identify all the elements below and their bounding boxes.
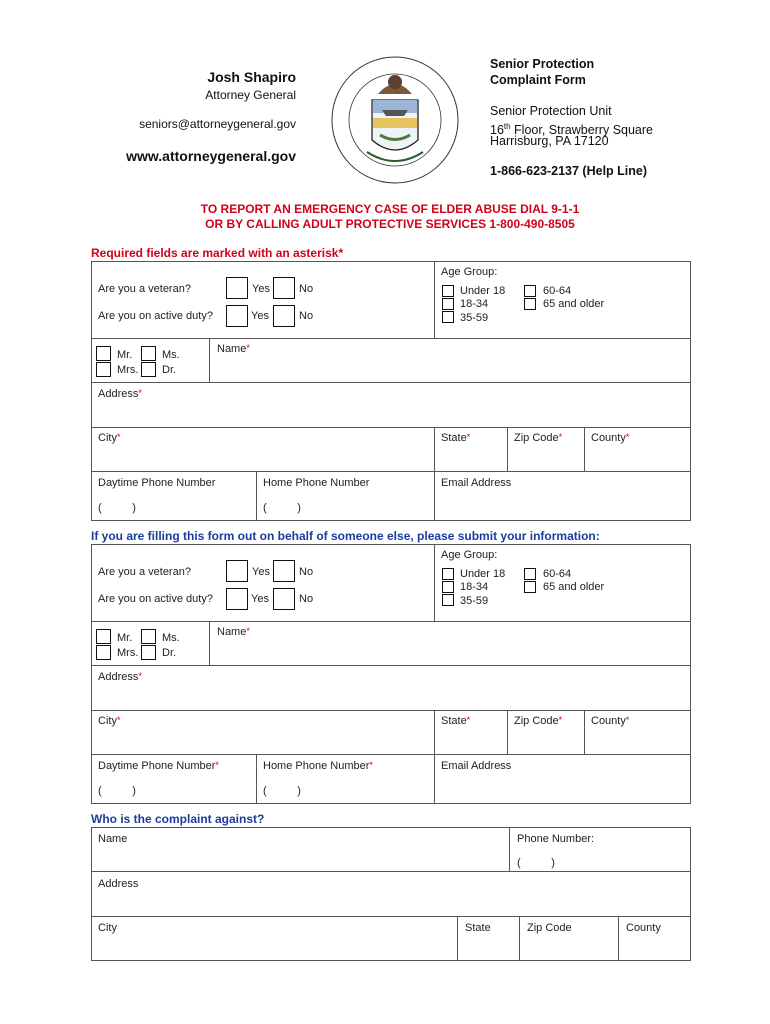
age-60-64-checkbox[interactable]: [524, 285, 536, 297]
s3-city-field[interactable]: City: [98, 922, 117, 934]
s2-title-mr-checkbox[interactable]: [96, 629, 111, 644]
s3-address-field[interactable]: Address: [98, 878, 139, 890]
section3-box: [91, 827, 691, 961]
s2-age-35-59-checkbox[interactable]: [442, 594, 454, 606]
title-dr-checkbox[interactable]: [141, 362, 156, 377]
emergency-line2: OR BY CALLING ADULT PROTECTIVE SERVICES 1-800-490-8505: [205, 217, 575, 231]
attorney-general-name: Josh Shapiro: [207, 69, 296, 85]
state-field[interactable]: State*: [441, 432, 471, 444]
s2-zip-field[interactable]: Zip Code*: [514, 715, 563, 727]
veteran-no-label: No: [299, 283, 314, 295]
s3-phone-label: Phone Number:: [517, 833, 595, 845]
age-65-label: 65 and older: [543, 298, 605, 310]
s2-active-duty-label: Are you on active duty?: [98, 593, 213, 605]
age-18-34-checkbox[interactable]: [442, 298, 454, 310]
s2-title-mrs-label: Mrs.: [117, 647, 139, 659]
title-ms-checkbox[interactable]: [141, 346, 156, 361]
active-duty-no-checkbox[interactable]: [273, 305, 295, 327]
title-mrs-label: Mrs.: [117, 364, 139, 376]
active-duty-yes-label: Yes: [251, 310, 269, 322]
attorney-general-title: Attorney General: [205, 88, 296, 102]
section3-title: Who is the complaint against?: [91, 812, 265, 826]
veteran-no-checkbox[interactable]: [273, 277, 295, 299]
s3-phone-input[interactable]: ( ): [517, 857, 555, 869]
s2-active-duty-no-checkbox[interactable]: [273, 588, 295, 610]
county-field[interactable]: County*: [591, 432, 630, 444]
contact-email: seniors@attorneygeneral.gov: [139, 117, 296, 131]
home-phone-input[interactable]: ( ): [263, 502, 301, 514]
s2-state-field[interactable]: State*: [441, 715, 471, 727]
s2-veteran-yes-checkbox[interactable]: [226, 560, 248, 582]
active-duty-no-label: No: [299, 310, 314, 322]
s2-age-under18-checkbox[interactable]: [442, 568, 454, 580]
age-35-59-checkbox[interactable]: [442, 311, 454, 323]
active-duty-label: Are you on active duty?: [98, 310, 213, 322]
emergency-line1: TO REPORT AN EMERGENCY CASE OF ELDER ABUSE DIAL 9-1-1: [200, 202, 580, 216]
name-field[interactable]: Name*: [217, 343, 250, 355]
title-mr-label: Mr.: [117, 349, 133, 361]
s3-zip-field[interactable]: Zip Code: [527, 922, 572, 934]
helpline: 1-866-623-2137 (Help Line): [490, 164, 648, 178]
state-seal: [320, 52, 470, 187]
s2-title-ms-label: Ms.: [162, 632, 180, 644]
s2-name-field[interactable]: Name*: [217, 626, 250, 638]
age-60-64-label: 60-64: [543, 285, 572, 297]
s2-age-18-34-checkbox[interactable]: [442, 581, 454, 593]
s2-veteran-label: Are you a veteran?: [98, 566, 191, 578]
title-mrs-checkbox[interactable]: [96, 362, 111, 377]
s2-veteran-no-checkbox[interactable]: [273, 560, 295, 582]
daytime-phone-input[interactable]: ( ): [98, 502, 136, 514]
s2-active-duty-yes-checkbox[interactable]: [226, 588, 248, 610]
website: www.attorneygeneral.gov: [126, 148, 296, 164]
age-35-59-label: 35-59: [460, 312, 489, 324]
form-title-line1: Senior Protection: [490, 57, 595, 71]
veteran-yes-checkbox[interactable]: [226, 277, 248, 299]
veteran-label: Are you a veteran?: [98, 283, 191, 295]
age-65-checkbox[interactable]: [524, 298, 536, 310]
age-18-34-label: 18-34: [460, 298, 489, 310]
unit-city: Harrisburg, PA 17120: [490, 134, 609, 148]
address-field[interactable]: Address*: [98, 388, 142, 400]
s2-title-mrs-checkbox[interactable]: [96, 645, 111, 660]
s3-county-field[interactable]: County: [626, 922, 661, 934]
s2-veteran-yes-label: Yes: [252, 566, 270, 578]
s2-home-phone-label: Home Phone Number*: [263, 760, 373, 772]
s3-state-field[interactable]: State: [465, 922, 491, 934]
unit-name: Senior Protection Unit: [490, 104, 612, 118]
s2-age-65-checkbox[interactable]: [524, 581, 536, 593]
title-dr-label: Dr.: [162, 364, 177, 376]
s2-city-field[interactable]: City*: [98, 715, 121, 727]
title-mr-checkbox[interactable]: [96, 346, 111, 361]
veteran-yes-label: Yes: [252, 283, 270, 295]
title-ms-label: Ms.: [162, 349, 180, 361]
s2-title-dr-label: Dr.: [162, 647, 177, 659]
age-group-label: Age Group:: [441, 266, 498, 278]
unit-address: 16th Floor, Strawberry Square: [490, 122, 653, 138]
s2-veteran-no-label: No: [299, 566, 314, 578]
s3-name-field[interactable]: Name: [98, 833, 128, 845]
s2-daytime-phone-input[interactable]: ( ): [98, 785, 136, 797]
section2-title: If you are filling this form out on behalf of someone else, please submit your information:: [91, 529, 600, 543]
email-field[interactable]: Email Address: [441, 477, 512, 489]
required-note: Required fields are marked with an asterisk*: [91, 246, 344, 260]
city-field[interactable]: City*: [98, 432, 121, 444]
s2-address-field[interactable]: Address*: [98, 671, 142, 683]
s2-daytime-phone-label: Daytime Phone Number*: [98, 760, 219, 772]
s2-age-60-64-label: 60-64: [543, 568, 572, 580]
s2-active-duty-no-label: No: [299, 593, 314, 605]
age-under18-checkbox[interactable]: [442, 285, 454, 297]
s2-age-65-label: 65 and older: [543, 581, 605, 593]
home-phone-label: Home Phone Number: [263, 477, 370, 489]
form-title-line2: Complaint Form: [490, 73, 586, 87]
seal-icon: [320, 52, 470, 187]
active-duty-yes-checkbox[interactable]: [226, 305, 248, 327]
s2-age-under18-label: Under 18: [460, 568, 506, 580]
s2-title-mr-label: Mr.: [117, 632, 133, 644]
s2-age-18-34-label: 18-34: [460, 581, 489, 593]
s2-age-60-64-checkbox[interactable]: [524, 568, 536, 580]
zip-field[interactable]: Zip Code*: [514, 432, 563, 444]
s2-active-duty-yes-label: Yes: [251, 593, 269, 605]
s2-email-field[interactable]: Email Address: [441, 760, 512, 772]
s2-title-dr-checkbox[interactable]: [141, 645, 156, 660]
age-under18-label: Under 18: [460, 285, 506, 297]
s2-age-group-label: Age Group:: [441, 549, 498, 561]
s2-home-phone-input[interactable]: ( ): [263, 785, 301, 797]
s2-title-ms-checkbox[interactable]: [141, 629, 156, 644]
s2-age-35-59-label: 35-59: [460, 595, 489, 607]
daytime-phone-label: Daytime Phone Number: [98, 477, 216, 489]
s2-county-field[interactable]: County*: [591, 715, 630, 727]
